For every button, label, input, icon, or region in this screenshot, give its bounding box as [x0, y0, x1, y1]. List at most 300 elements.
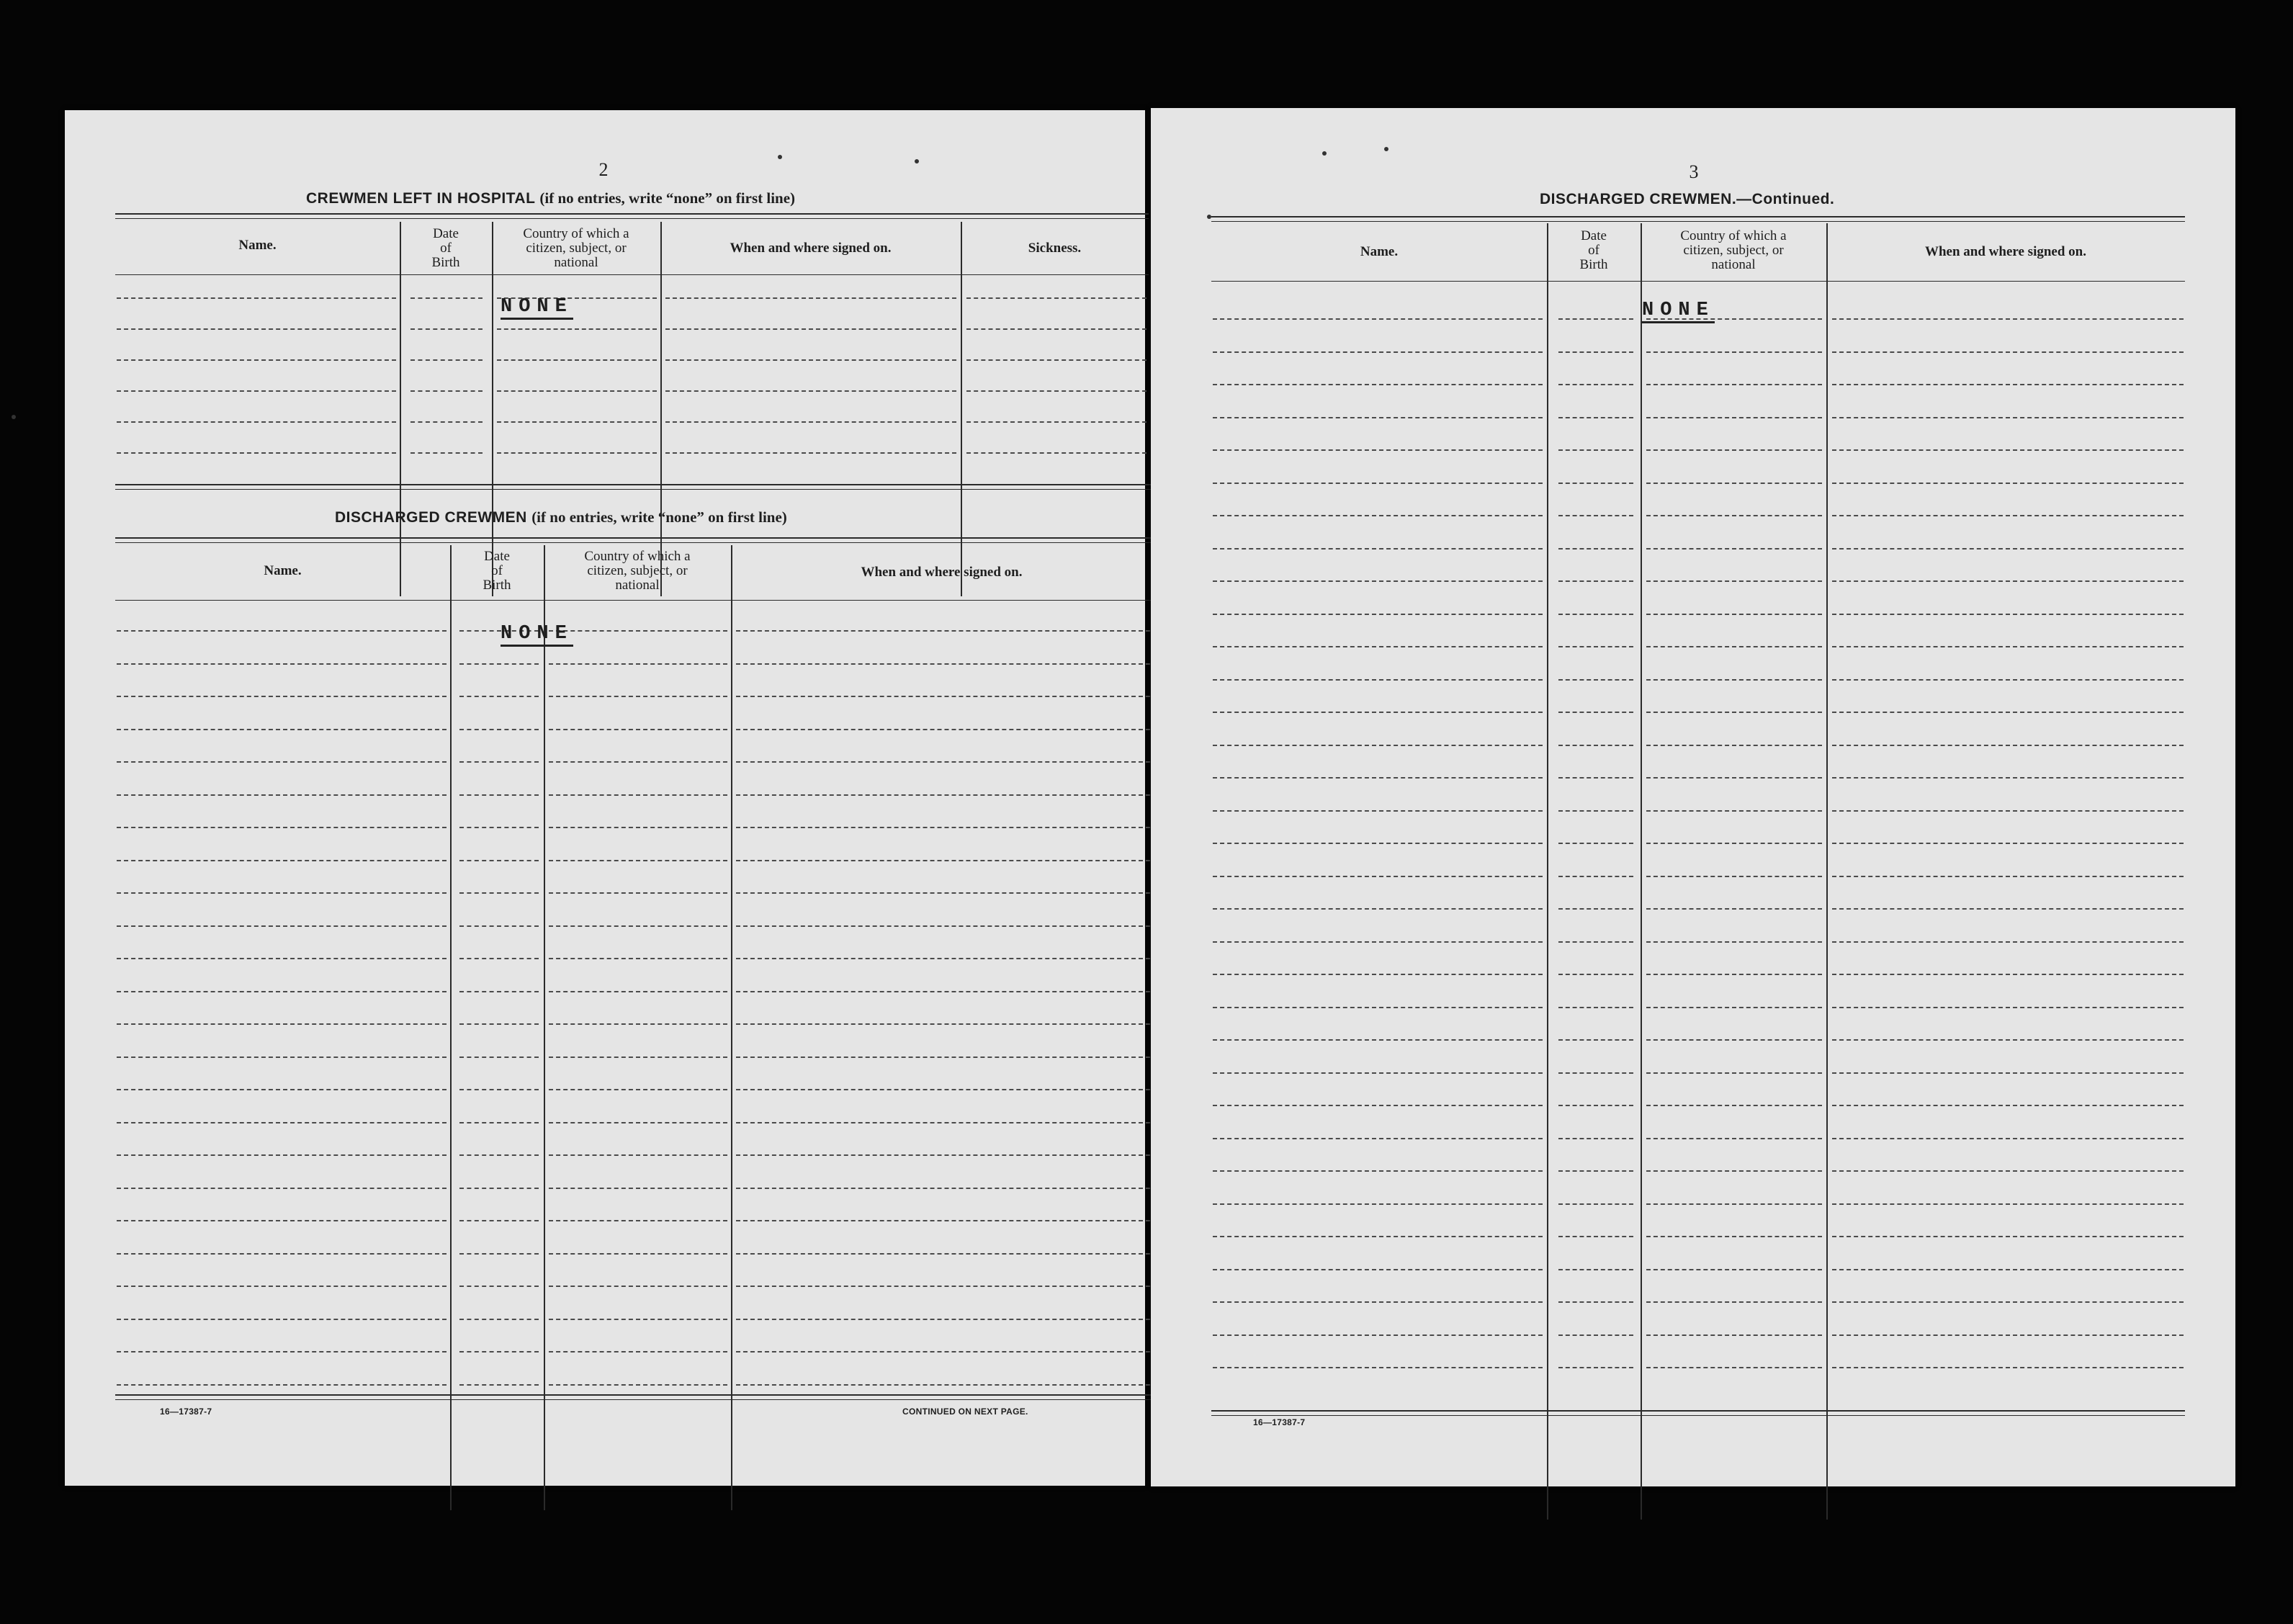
- rule: [1211, 221, 2185, 222]
- ruled-line: [1213, 614, 1543, 615]
- ruled-line: [1646, 1203, 1822, 1205]
- ruled-line: [459, 729, 539, 730]
- ruled-line: [1646, 417, 1822, 418]
- ruled-line: [736, 729, 1150, 730]
- ruled-line: [736, 1089, 1150, 1090]
- ruled-line: [459, 696, 539, 697]
- ruled-line: [459, 1089, 539, 1090]
- dob-line: of: [440, 241, 452, 256]
- ruled-line: [497, 421, 657, 423]
- ruled-line: [549, 1319, 727, 1320]
- ruled-line: [1646, 1007, 1822, 1008]
- ruled-line: [549, 1384, 727, 1386]
- ruled-line: [1213, 548, 1543, 549]
- country-line: Country of which a: [523, 226, 629, 241]
- ruled-line: [1832, 712, 2184, 713]
- country-line: citizen, subject, or: [526, 241, 627, 256]
- ruled-line: [1213, 1007, 1543, 1008]
- ruled-line: [117, 1286, 447, 1287]
- ruled-line: [1832, 1007, 2184, 1008]
- col-header-name: Name.: [1360, 244, 1399, 259]
- ruled-line: [410, 421, 483, 423]
- rule: [115, 489, 1152, 490]
- ruled-line: [1832, 908, 2184, 910]
- ruled-line: [1832, 941, 2184, 943]
- ruled-line: [1832, 1105, 2184, 1106]
- ruled-line: [736, 991, 1150, 992]
- dob-line: Date: [1581, 228, 1607, 243]
- ruled-line: [1832, 614, 2184, 615]
- discharged-title-text: DISCHARGED CREWMEN: [335, 509, 527, 526]
- rule: [115, 537, 1152, 539]
- ruled-line: [1558, 908, 1633, 910]
- right-none-entry: NONE: [1642, 301, 1715, 323]
- column-divider: [660, 222, 662, 596]
- column-divider: [400, 222, 401, 596]
- ruled-line: [549, 958, 727, 959]
- ruled-line: [1558, 1301, 1633, 1303]
- ruled-line: [410, 297, 483, 299]
- bottom-rule: [115, 1399, 1152, 1400]
- ruled-line: [1646, 679, 1822, 681]
- ruled-line: [117, 1089, 447, 1090]
- ruled-line: [410, 452, 483, 454]
- ruled-line: [1646, 810, 1822, 812]
- ruled-line: [1558, 515, 1633, 516]
- ruled-line: [117, 359, 396, 361]
- ruled-line: [1832, 483, 2184, 484]
- ruled-line: [966, 390, 1146, 392]
- ruled-line: [1213, 351, 1543, 353]
- ruled-line: [736, 827, 1150, 828]
- speck: [778, 155, 782, 159]
- ruled-line: [1558, 1039, 1633, 1041]
- ruled-line: [117, 925, 447, 927]
- col-header-dob: [1547, 229, 1641, 272]
- ruled-line: [1558, 1203, 1633, 1205]
- ruled-line: [1213, 318, 1543, 320]
- ruled-line: [117, 729, 447, 730]
- ruled-line: [117, 1057, 447, 1058]
- ruled-line: [1832, 449, 2184, 451]
- ruled-line: [1646, 580, 1822, 582]
- ruled-line: [736, 630, 1150, 632]
- ruled-line: [549, 1057, 727, 1058]
- ruled-line: [1646, 449, 1822, 451]
- discharged-instruction: (if no entries, write “none” on first line): [531, 508, 787, 526]
- ruled-line: [1213, 449, 1543, 451]
- country-line: national: [1711, 257, 1756, 272]
- ruled-line: [1213, 1170, 1543, 1172]
- ruled-line: [966, 452, 1146, 454]
- ruled-line: [1646, 1301, 1822, 1303]
- ruled-line: [549, 1122, 727, 1123]
- country-line: national: [554, 255, 598, 270]
- ruled-line: [1558, 679, 1633, 681]
- ruled-line: [736, 1384, 1150, 1386]
- ruled-line: [410, 359, 483, 361]
- ruled-line: [410, 328, 483, 330]
- ruled-line: [117, 328, 396, 330]
- ruled-line: [1646, 515, 1822, 516]
- ruled-line: [117, 1122, 447, 1123]
- country-line: national: [615, 578, 660, 593]
- ruled-line: [736, 892, 1150, 894]
- ruled-line: [1646, 1334, 1822, 1336]
- column-divider: [492, 222, 493, 596]
- ruled-line: [117, 958, 447, 959]
- ruled-line: [1646, 1072, 1822, 1074]
- ruled-line: [1646, 745, 1822, 746]
- speck: [1207, 215, 1211, 219]
- col-header-name: Name.: [264, 563, 302, 578]
- ruled-line: [736, 1188, 1150, 1189]
- ruled-line: [1832, 843, 2184, 844]
- ruled-line: [117, 1154, 447, 1156]
- ruled-line: [736, 794, 1150, 796]
- ruled-line: [497, 390, 657, 392]
- ruled-line: [736, 860, 1150, 861]
- ruled-line: [1213, 777, 1543, 779]
- ruled-line: [117, 1220, 447, 1221]
- ruled-line: [549, 794, 727, 796]
- ruled-line: [1832, 384, 2184, 385]
- rule: [115, 542, 1152, 543]
- left-page: [65, 110, 1145, 1486]
- ruled-line: [1832, 777, 2184, 779]
- ruled-line: [1832, 1269, 2184, 1270]
- ruled-line: [1558, 1367, 1633, 1368]
- ruled-line: [1213, 1039, 1543, 1041]
- ruled-line: [117, 761, 447, 763]
- dob-line: of: [1588, 243, 1599, 258]
- ruled-line: [1832, 1138, 2184, 1139]
- col-header-country: [1641, 229, 1826, 272]
- rule: [1211, 216, 2185, 217]
- ruled-line: [1646, 1138, 1822, 1139]
- ruled-line: [1558, 449, 1633, 451]
- ruled-line: [549, 991, 727, 992]
- ruled-line: [1213, 1105, 1543, 1106]
- ruled-line: [459, 1351, 539, 1352]
- ruled-line: [736, 1253, 1150, 1255]
- ruled-line: [966, 421, 1146, 423]
- ruled-line: [1558, 1269, 1633, 1270]
- ruled-line: [459, 1154, 539, 1156]
- ruled-line: [549, 1023, 727, 1025]
- ruled-line: [1558, 417, 1633, 418]
- ruled-line: [665, 452, 956, 454]
- ruled-line: [1646, 712, 1822, 713]
- ruled-line: [1558, 843, 1633, 844]
- ruled-line: [1646, 941, 1822, 943]
- ruled-line: [1558, 876, 1633, 877]
- ruled-line: [459, 794, 539, 796]
- ruled-line: [736, 1023, 1150, 1025]
- ruled-line: [1213, 515, 1543, 516]
- ruled-line: [1213, 1269, 1543, 1270]
- ruled-line: [966, 328, 1146, 330]
- ruled-line: [1558, 614, 1633, 615]
- ruled-line: [1646, 843, 1822, 844]
- form-number: 16—17387-7: [1253, 1417, 1306, 1427]
- ruled-line: [117, 452, 396, 454]
- ruled-line: [1213, 810, 1543, 812]
- ruled-line: [459, 991, 539, 992]
- ruled-line: [1558, 483, 1633, 484]
- ruled-line: [117, 1253, 447, 1255]
- ruled-line: [497, 359, 657, 361]
- ruled-line: [1213, 941, 1543, 943]
- country-line: citizen, subject, or: [1683, 243, 1784, 258]
- ruled-line: [117, 421, 396, 423]
- ruled-line: [549, 1089, 727, 1090]
- ruled-line: [1213, 417, 1543, 418]
- ruled-line: [1646, 1039, 1822, 1041]
- column-divider: [1826, 223, 1828, 1520]
- ruled-line: [1832, 515, 2184, 516]
- col-header-signed: When and where signed on.: [1924, 244, 2086, 259]
- ruled-line: [736, 1154, 1150, 1156]
- hospital-instruction: (if no entries, write “none” on first line): [539, 189, 796, 207]
- ruled-line: [1558, 1334, 1633, 1336]
- dob-line: Birth: [483, 578, 511, 593]
- speck: [915, 159, 919, 163]
- ruled-line: [1558, 1236, 1633, 1237]
- column-divider: [1547, 223, 1548, 1520]
- ruled-line: [117, 1351, 447, 1352]
- ruled-line: [1213, 908, 1543, 910]
- ruled-line: [1832, 679, 2184, 681]
- col-header-signed: When and where signed on.: [861, 565, 1023, 580]
- bottom-rule: [1211, 1415, 2185, 1416]
- ruled-line: [549, 663, 727, 665]
- header-rule: [115, 274, 1149, 275]
- ruled-line: [549, 1286, 727, 1287]
- ruled-line: [1558, 712, 1633, 713]
- ruled-line: [736, 1319, 1150, 1320]
- bottom-rule: [1211, 1410, 2185, 1412]
- ruled-line: [1558, 384, 1633, 385]
- ruled-line: [459, 827, 539, 828]
- ruled-line: [459, 1220, 539, 1221]
- ruled-line: [1213, 1203, 1543, 1205]
- ruled-line: [665, 328, 956, 330]
- ruled-line: [549, 696, 727, 697]
- ruled-line: [117, 794, 447, 796]
- country-line: citizen, subject, or: [587, 563, 688, 578]
- ruled-line: [1832, 351, 2184, 353]
- ruled-line: [1832, 417, 2184, 418]
- ruled-line: [966, 297, 1146, 299]
- ruled-line: [1832, 1301, 2184, 1303]
- ruled-line: [1832, 1367, 2184, 1368]
- column-divider: [961, 222, 962, 596]
- discharged-none-entry: NONE: [501, 624, 573, 647]
- ruled-line: [117, 860, 447, 861]
- ruled-line: [497, 328, 657, 330]
- rule: [115, 213, 1149, 215]
- ruled-line: [459, 958, 539, 959]
- ruled-line: [1646, 384, 1822, 385]
- ruled-line: [459, 1253, 539, 1255]
- col-header-dob: [400, 227, 492, 270]
- ruled-line: [1832, 646, 2184, 647]
- ruled-line: [1558, 745, 1633, 746]
- ruled-line: [1558, 974, 1633, 975]
- ruled-line: [736, 696, 1150, 697]
- ruled-line: [549, 761, 727, 763]
- ruled-line: [1213, 712, 1543, 713]
- ruled-line: [1213, 1236, 1543, 1237]
- ruled-line: [117, 991, 447, 992]
- ruled-line: [1558, 1072, 1633, 1074]
- col-header-country: [492, 227, 660, 270]
- ruled-line: [459, 1122, 539, 1123]
- ruled-line: [410, 390, 483, 392]
- form-number: 16—17387-7: [160, 1407, 212, 1417]
- ruled-line: [1832, 745, 2184, 746]
- dob-line: Birth: [1579, 257, 1608, 272]
- ruled-line: [1832, 1203, 2184, 1205]
- ruled-line: [1832, 1039, 2184, 1041]
- ruled-line: [1832, 1236, 2184, 1237]
- ruled-line: [1832, 876, 2184, 877]
- ruled-line: [459, 1384, 539, 1386]
- ruled-line: [549, 892, 727, 894]
- ruled-line: [459, 1057, 539, 1058]
- ruled-line: [1646, 908, 1822, 910]
- ruled-line: [1213, 1367, 1543, 1368]
- col-header-name: Name.: [238, 238, 277, 253]
- ruled-line: [1558, 646, 1633, 647]
- ruled-line: [1213, 1138, 1543, 1139]
- ruled-line: [1646, 974, 1822, 975]
- ruled-line: [459, 663, 539, 665]
- ruled-line: [1832, 548, 2184, 549]
- ruled-line: [459, 1023, 539, 1025]
- ruled-line: [1646, 1236, 1822, 1237]
- ruled-line: [1213, 843, 1543, 844]
- ruled-line: [1646, 1367, 1822, 1368]
- ruled-line: [1558, 1138, 1633, 1139]
- ruled-line: [1558, 941, 1633, 943]
- ruled-line: [736, 761, 1150, 763]
- ruled-line: [459, 892, 539, 894]
- ruled-line: [459, 1188, 539, 1189]
- hospital-none-entry: NONE: [501, 297, 573, 320]
- ruled-line: [1646, 614, 1822, 615]
- ruled-line: [549, 860, 727, 861]
- ruled-line: [1213, 1301, 1543, 1303]
- ruled-line: [736, 958, 1150, 959]
- page-number: 3: [1689, 161, 1699, 182]
- ruled-line: [665, 421, 956, 423]
- ruled-line: [736, 1057, 1150, 1058]
- continued-note: CONTINUED ON NEXT PAGE.: [902, 1407, 1028, 1417]
- ruled-line: [459, 1286, 539, 1287]
- ruled-line: [1213, 384, 1543, 385]
- ruled-line: [1558, 548, 1633, 549]
- ruled-line: [117, 390, 396, 392]
- ruled-line: [1213, 1334, 1543, 1336]
- rule: [115, 484, 1152, 485]
- rule: [115, 218, 1149, 219]
- ruled-line: [1213, 876, 1543, 877]
- col-header-signed: When and where signed on.: [730, 241, 892, 256]
- ruled-line: [1558, 351, 1633, 353]
- ruled-line: [1646, 1170, 1822, 1172]
- ruled-line: [1646, 777, 1822, 779]
- ruled-line: [1213, 745, 1543, 746]
- ruled-line: [1558, 318, 1633, 320]
- ruled-line: [1213, 1072, 1543, 1074]
- dob-line: of: [491, 563, 503, 578]
- ruled-line: [1832, 1072, 2184, 1074]
- ruled-line: [549, 1351, 727, 1352]
- ruled-line: [549, 729, 727, 730]
- hospital-title-text: CREWMEN LEFT IN HOSPITAL: [306, 190, 536, 207]
- ruled-line: [1646, 876, 1822, 877]
- ruled-line: [665, 359, 956, 361]
- ruled-line: [549, 1154, 727, 1156]
- ruled-line: [1558, 1170, 1633, 1172]
- col-header-sickness: Sickness.: [1028, 241, 1082, 256]
- speck: [1322, 151, 1327, 156]
- ruled-line: [966, 359, 1146, 361]
- ruled-line: [117, 663, 447, 665]
- ruled-line: [459, 925, 539, 927]
- ruled-line: [736, 663, 1150, 665]
- ruled-line: [117, 1188, 447, 1189]
- ruled-line: [1646, 1105, 1822, 1106]
- discharged-section-title: [335, 508, 787, 526]
- ruled-line: [549, 630, 727, 632]
- ruled-line: [736, 1122, 1150, 1123]
- ruled-line: [1213, 974, 1543, 975]
- ruled-line: [1646, 646, 1822, 647]
- ruled-line: [1832, 974, 2184, 975]
- ruled-line: [549, 827, 727, 828]
- ruled-line: [1558, 580, 1633, 582]
- ruled-line: [1832, 810, 2184, 812]
- ruled-line: [549, 1253, 727, 1255]
- ruled-line: [1646, 483, 1822, 484]
- column-divider: [450, 545, 452, 1510]
- ruled-line: [665, 390, 956, 392]
- ruled-line: [1646, 548, 1822, 549]
- hospital-section-title: [306, 189, 795, 207]
- bottom-rule: [115, 1394, 1152, 1396]
- ruled-line: [549, 1220, 727, 1221]
- ruled-line: [1832, 580, 2184, 582]
- ruled-line: [1213, 646, 1543, 647]
- ruled-line: [1213, 679, 1543, 681]
- ruled-line: [736, 1286, 1150, 1287]
- ruled-line: [1646, 351, 1822, 353]
- right-page: [1151, 108, 2235, 1486]
- ruled-line: [459, 1319, 539, 1320]
- ruled-line: [549, 925, 727, 927]
- speck: [1384, 147, 1388, 151]
- ruled-line: [1213, 483, 1543, 484]
- dob-line: Birth: [431, 255, 460, 270]
- ruled-line: [497, 452, 657, 454]
- ruled-line: [736, 1351, 1150, 1352]
- column-divider: [1641, 223, 1642, 1520]
- ruled-line: [117, 827, 447, 828]
- column-divider: [544, 545, 545, 1510]
